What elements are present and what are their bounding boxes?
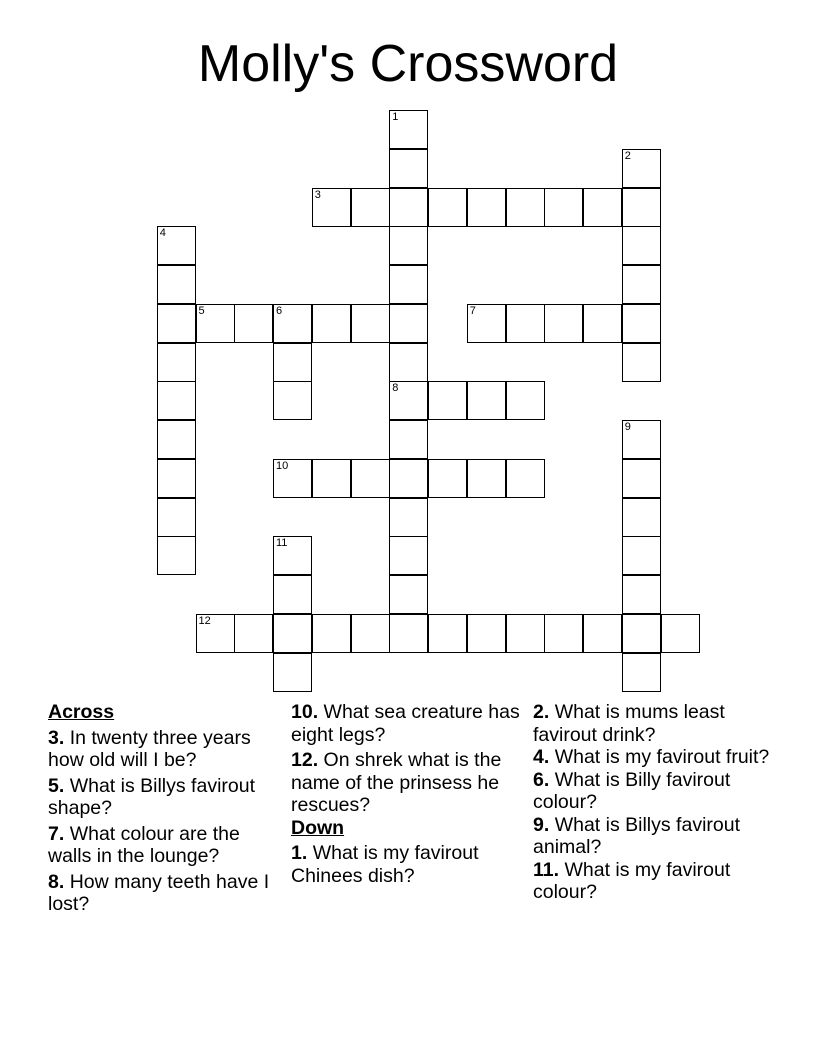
grid-cell[interactable] [389,343,428,382]
grid-cell[interactable] [622,459,661,498]
grid-cell[interactable] [157,420,196,459]
page-title: Molly's Crossword [197,35,619,93]
clue-down-9: 9. What is Billys favirout animal? [533,813,741,858]
grid-cell[interactable] [157,304,196,343]
grid-cell[interactable] [506,614,545,653]
grid-cell[interactable] [583,188,622,227]
grid-cell[interactable] [157,343,196,382]
clue-down-6: 6. What is Billy favirout colour? [533,768,731,813]
grid-cell[interactable] [583,614,622,653]
clue-across-10: 10. What sea creature has eight legs? [291,701,520,746]
grid-cell[interactable] [467,188,506,227]
grid-cell[interactable] [389,304,428,343]
grid-cell[interactable] [389,226,428,265]
grid-cell[interactable] [428,381,467,420]
grid-cell[interactable] [273,459,312,498]
grid-cell[interactable] [273,614,312,653]
grid-cell[interactable] [622,575,661,614]
grid-cell[interactable] [157,226,196,265]
grid-cell[interactable] [389,110,428,149]
cell-number: 4 [159,227,166,240]
grid-cell[interactable] [389,149,428,188]
grid-cell[interactable] [622,188,661,227]
grid-cell[interactable] [157,381,196,420]
grid-cell[interactable] [234,304,273,343]
down-heading: Down [291,816,345,839]
clue-down-2: 2. What is mums least favirout drink? [533,701,725,746]
clue-across-3: 3. In twenty three years how old will I be? [48,726,251,771]
clues-column-2 [291,701,531,887]
grid-cell[interactable] [583,304,622,343]
clue-down-11: 11. What is my favirout colour? [533,858,731,903]
grid-cell[interactable] [273,381,312,420]
grid-cell[interactable] [273,653,312,692]
grid-cell[interactable] [622,304,661,343]
cell-number: 2 [624,149,631,162]
grid-cell[interactable] [467,304,506,343]
grid-cell[interactable] [157,498,196,537]
grid-cell[interactable] [622,653,661,692]
grid-cell[interactable] [467,381,506,420]
clues-column-1 [48,701,288,916]
grid-cell[interactable] [312,188,351,227]
grid-cell[interactable] [389,575,428,614]
grid-cell[interactable] [622,420,661,459]
grid-cell[interactable] [273,343,312,382]
grid-cell[interactable] [622,343,661,382]
grid-cell[interactable] [312,614,351,653]
cell-number: 12 [198,614,211,627]
grid-cell[interactable] [351,459,390,498]
grid-cell[interactable] [622,265,661,304]
grid-cell[interactable] [467,614,506,653]
grid-cell[interactable] [389,381,428,420]
grid-cell[interactable] [622,536,661,575]
grid-cell[interactable] [157,536,196,575]
grid-cell[interactable] [389,188,428,227]
grid-cell[interactable] [506,459,545,498]
clue-across-5: 5. What is Billys favirout shape? [48,774,256,819]
grid-cell[interactable] [389,459,428,498]
cell-number: 5 [198,304,205,317]
grid-cell[interactable] [157,265,196,304]
grid-cell[interactable] [389,265,428,304]
grid-cell[interactable] [196,614,235,653]
clue-down-1: 1. What is my favirout Chinees dish? [291,842,479,887]
cell-number: 8 [392,382,399,395]
grid-cell[interactable] [389,420,428,459]
grid-cell[interactable] [389,498,428,537]
grid-cell[interactable] [467,459,506,498]
grid-cell[interactable] [622,614,661,653]
grid-cell[interactable] [506,304,545,343]
grid-cell[interactable] [351,188,390,227]
grid-cell[interactable] [312,304,351,343]
grid-cell[interactable] [506,188,545,227]
cell-number: 9 [624,421,631,433]
grid-cell[interactable] [428,614,467,653]
grid-cell[interactable] [661,614,700,653]
cell-number: 11 [276,537,288,550]
grid-cell[interactable] [389,614,428,653]
grid-cell[interactable] [234,614,273,653]
grid-cell[interactable] [544,304,583,343]
grid-cell[interactable] [273,575,312,614]
grid-cell[interactable] [351,304,390,343]
grid-cell[interactable] [428,459,467,498]
grid-cell[interactable] [544,188,583,227]
clue-across-8: 8. How many teeth have I lost? [48,870,270,915]
grid-cell[interactable] [351,614,390,653]
clue-across-7: 7. What colour are the walls in the lounge? [48,822,240,867]
clues-column-3 [533,701,773,904]
grid-cell[interactable] [312,459,351,498]
clue-across-12: 12. On shrek what is the name of the prinsess he rescues? [291,749,502,816]
cell-number: 3 [314,188,321,201]
grid-cell[interactable] [622,498,661,537]
cell-number: 7 [469,304,476,317]
cell-number: 1 [392,111,399,123]
grid-cell[interactable] [544,614,583,653]
grid-cell[interactable] [196,304,235,343]
grid-cell[interactable] [428,188,467,227]
grid-cell[interactable] [157,459,196,498]
grid-cell[interactable] [622,226,661,265]
grid-cell[interactable] [389,536,428,575]
cell-number: 6 [276,304,283,317]
grid-cell[interactable] [273,536,312,575]
grid-cell[interactable] [506,381,545,420]
cell-number: 10 [276,459,289,472]
across-heading: Across [48,701,115,723]
grid-cell[interactable] [273,304,312,343]
clue-down-4: 4. What is my favirout fruit? [533,746,770,768]
grid-cell[interactable] [622,149,661,188]
